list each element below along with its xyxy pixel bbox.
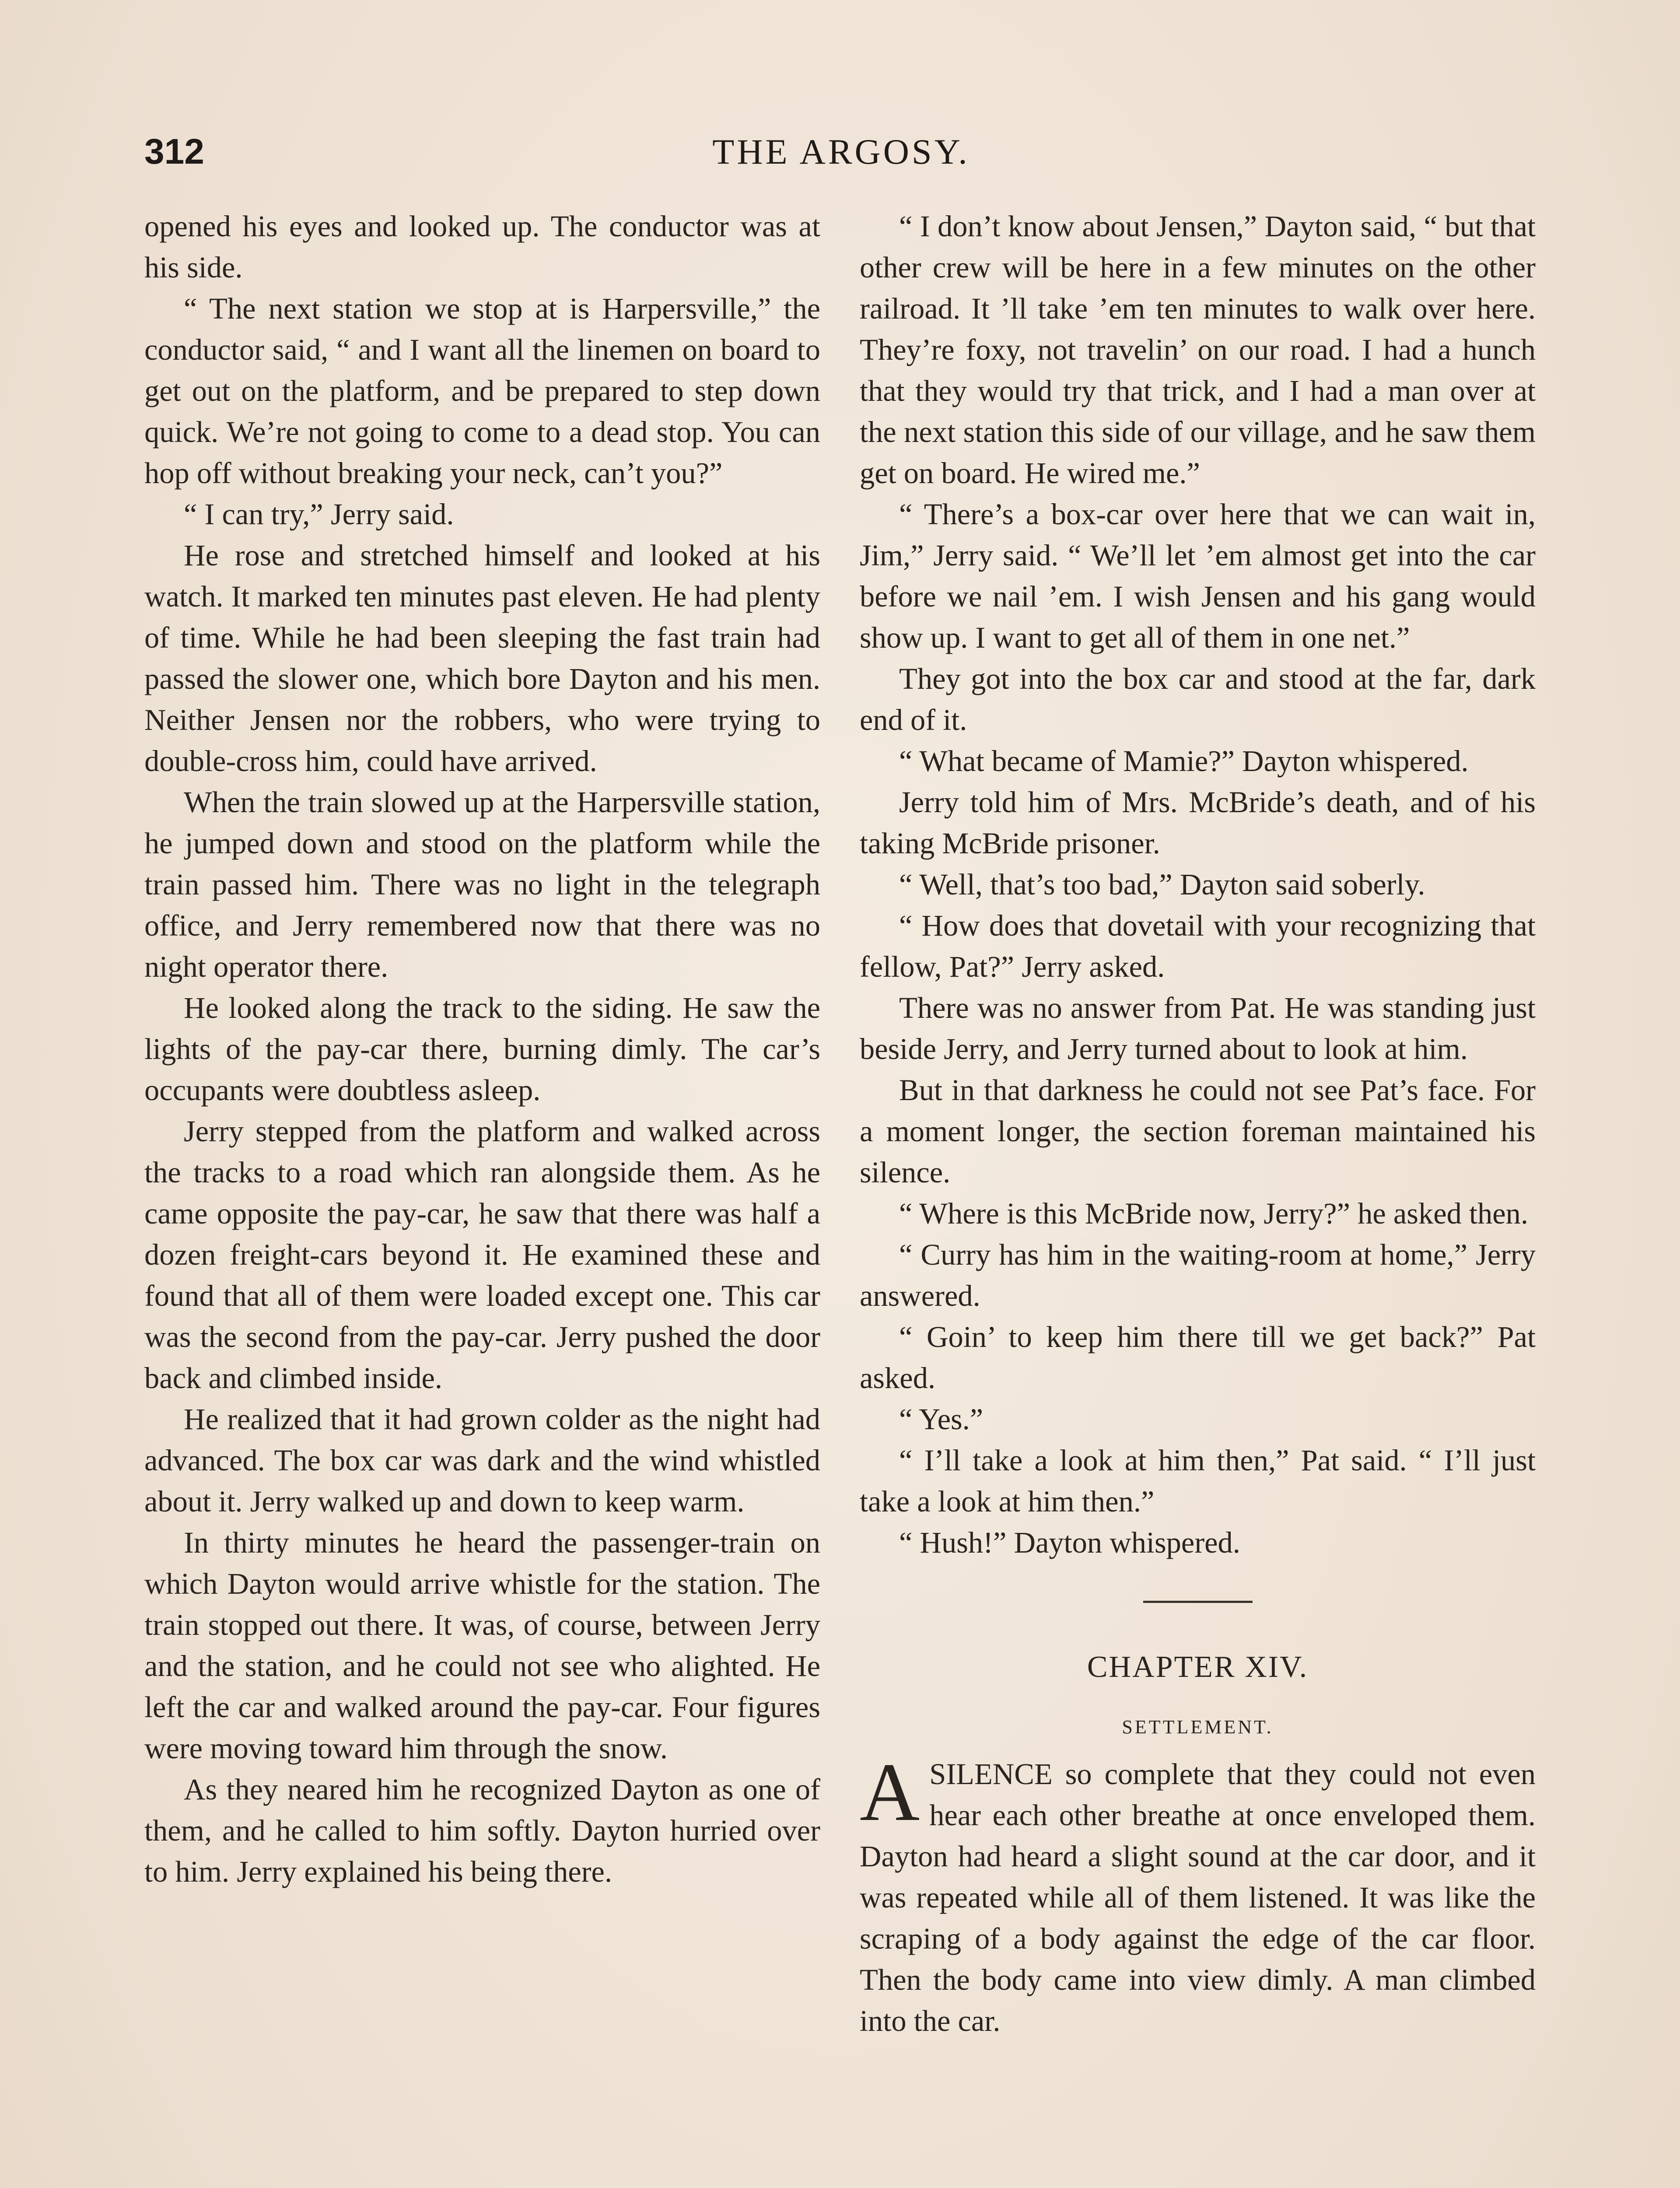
page-header xyxy=(144,131,1538,179)
paragraph: But in that darkness he could not see Pat’s face. For a moment longer, the section foreman maintained his silence. xyxy=(860,1073,1536,1189)
chapter-opening-paragraph xyxy=(860,1746,1536,2041)
paragraph: Jerry told him of Mrs. McBride’s death, and of his taking McBride prisoner. xyxy=(860,785,1536,860)
paragraph: As they neared him he recognized Dayton as one of them, and he called to him softly. Dayton hurried over to him. Jerry explained his being there. xyxy=(144,1773,820,1888)
paragraph: They got into the box car and stood at the far, dark end of it. xyxy=(860,662,1536,736)
chapter-title: CHAPTER XIV. xyxy=(1087,1650,1309,1684)
section-divider xyxy=(1143,1601,1253,1603)
paragraph: “ Where is this McBride now, Jerry?” he asked then. xyxy=(899,1197,1529,1230)
paragraph: “ How does that dovetail with your recognizing that fellow, Pat?” Jerry asked. xyxy=(860,909,1536,983)
paragraph: “ I don’t know about Jensen,” Dayton said, “ but that other crew will be here in a few minutes on the other railroad. It ’ll take ’em ten minutes to walk over here. They’re foxy, not travelin’ on our road. I had a hunch that they would try that trick, and I had a man over at the next station this side of our village, and he saw them get on board. He wired me.” xyxy=(860,210,1536,490)
paragraph: “ What became of Mamie?” Dayton whispered. xyxy=(899,744,1469,778)
paragraph: When the train slowed up at the Harpersville station, he jumped down and stood on the platform while the train passed him. There was no light in the telegraph office, and Jerry remembered now that there was no night operator there. xyxy=(144,785,820,983)
chapter-opening-text: SILENCE so complete that they could not even hear each other breathe at once enveloped them. Dayton had heard a slight sound at the car door, and it was repeated while all of them listened. It was like the scraping of a body against the edge of the car floor. Then the body came into view dimly. A man climbed into the car. xyxy=(860,1757,1536,2037)
paragraph: “ I can try,” Jerry said. xyxy=(184,498,454,531)
running-head: THE ARGOSY. xyxy=(712,132,970,172)
paragraph: “ Well, that’s too bad,” Dayton said soberly. xyxy=(899,868,1425,901)
paragraph: In thirty minutes he heard the passenger-train on which Dayton would arrive whistle for the station. The train stopped out there. It was, of course, between Jerry and the station, and he could not see who alighted. He left the car and walked around the pay-car. Four figures were moving toward him through the snow. xyxy=(144,1526,820,1765)
paragraph: Jerry stepped from the platform and walked across the tracks to a road which ran alongside them. As he came opposite the pay-car, he saw that there was half a dozen freight-cars beyond it. He examined these and found that all of them were loaded except one. This car was the second from the pay-car. Jerry pushed the door back and climbed inside. xyxy=(144,1115,820,1395)
paragraph: “ Goin’ to keep him there till we get back?” Pat asked. xyxy=(860,1320,1536,1395)
paragraph: “ The next station we stop at is Harpersville,” the conductor said, “ and I want all the linemen on board to get out on the platform, and be prepared to step down quick. We’re not going to come to a dead stop. You can hop off without breaking your neck, can’t you?” xyxy=(144,292,820,490)
paragraph: He rose and stretched himself and looked at his watch. It marked ten minutes past eleven. He had plenty of time. While he had been sleeping the fast train had passed the slower one, which bore Dayton and his men. Neither Jensen nor the robbers, who were trying to double-cross him, could have arrived. xyxy=(144,539,820,778)
paragraph: There was no answer from Pat. He was standing just beside Jerry, and Jerry turned about to look at him. xyxy=(860,991,1536,1066)
paragraph: He realized that it had grown colder as the night had advanced. The box car was dark and the wind whistled about it. Jerry walked up and down to keep warm. xyxy=(144,1403,820,1518)
paragraph: “ There’s a box-car over here that we can wait in, Jim,” Jerry said. “ We’ll let ’em almost get into the car before we nail ’em. I wish Jensen and his gang would show up. I want to get all of them in one net.” xyxy=(860,498,1536,654)
paragraph: He looked along the track to the siding. He saw the lights of the pay-car there, burning dimly. The car’s occupants were doubtless asleep. xyxy=(144,991,820,1107)
right-column xyxy=(860,206,1536,2041)
page-number: 312 xyxy=(144,132,204,172)
paragraph: “ Hush!” Dayton whispered. xyxy=(899,1526,1240,1559)
paragraph: “ Yes.” xyxy=(899,1403,984,1436)
left-column xyxy=(144,206,820,1892)
paragraph: opened his eyes and looked up. The conductor was at his side. xyxy=(144,210,820,284)
paragraph: “ Curry has him in the waiting-room at home,” Jerry answered. xyxy=(860,1238,1536,1312)
chapter-subtitle: SETTLEMENT. xyxy=(1122,1716,1274,1738)
drop-cap: A xyxy=(860,1746,920,1838)
paragraph: “ I’ll take a look at him then,” Pat said. “ I’ll just take a look at him then.” xyxy=(860,1444,1536,1518)
